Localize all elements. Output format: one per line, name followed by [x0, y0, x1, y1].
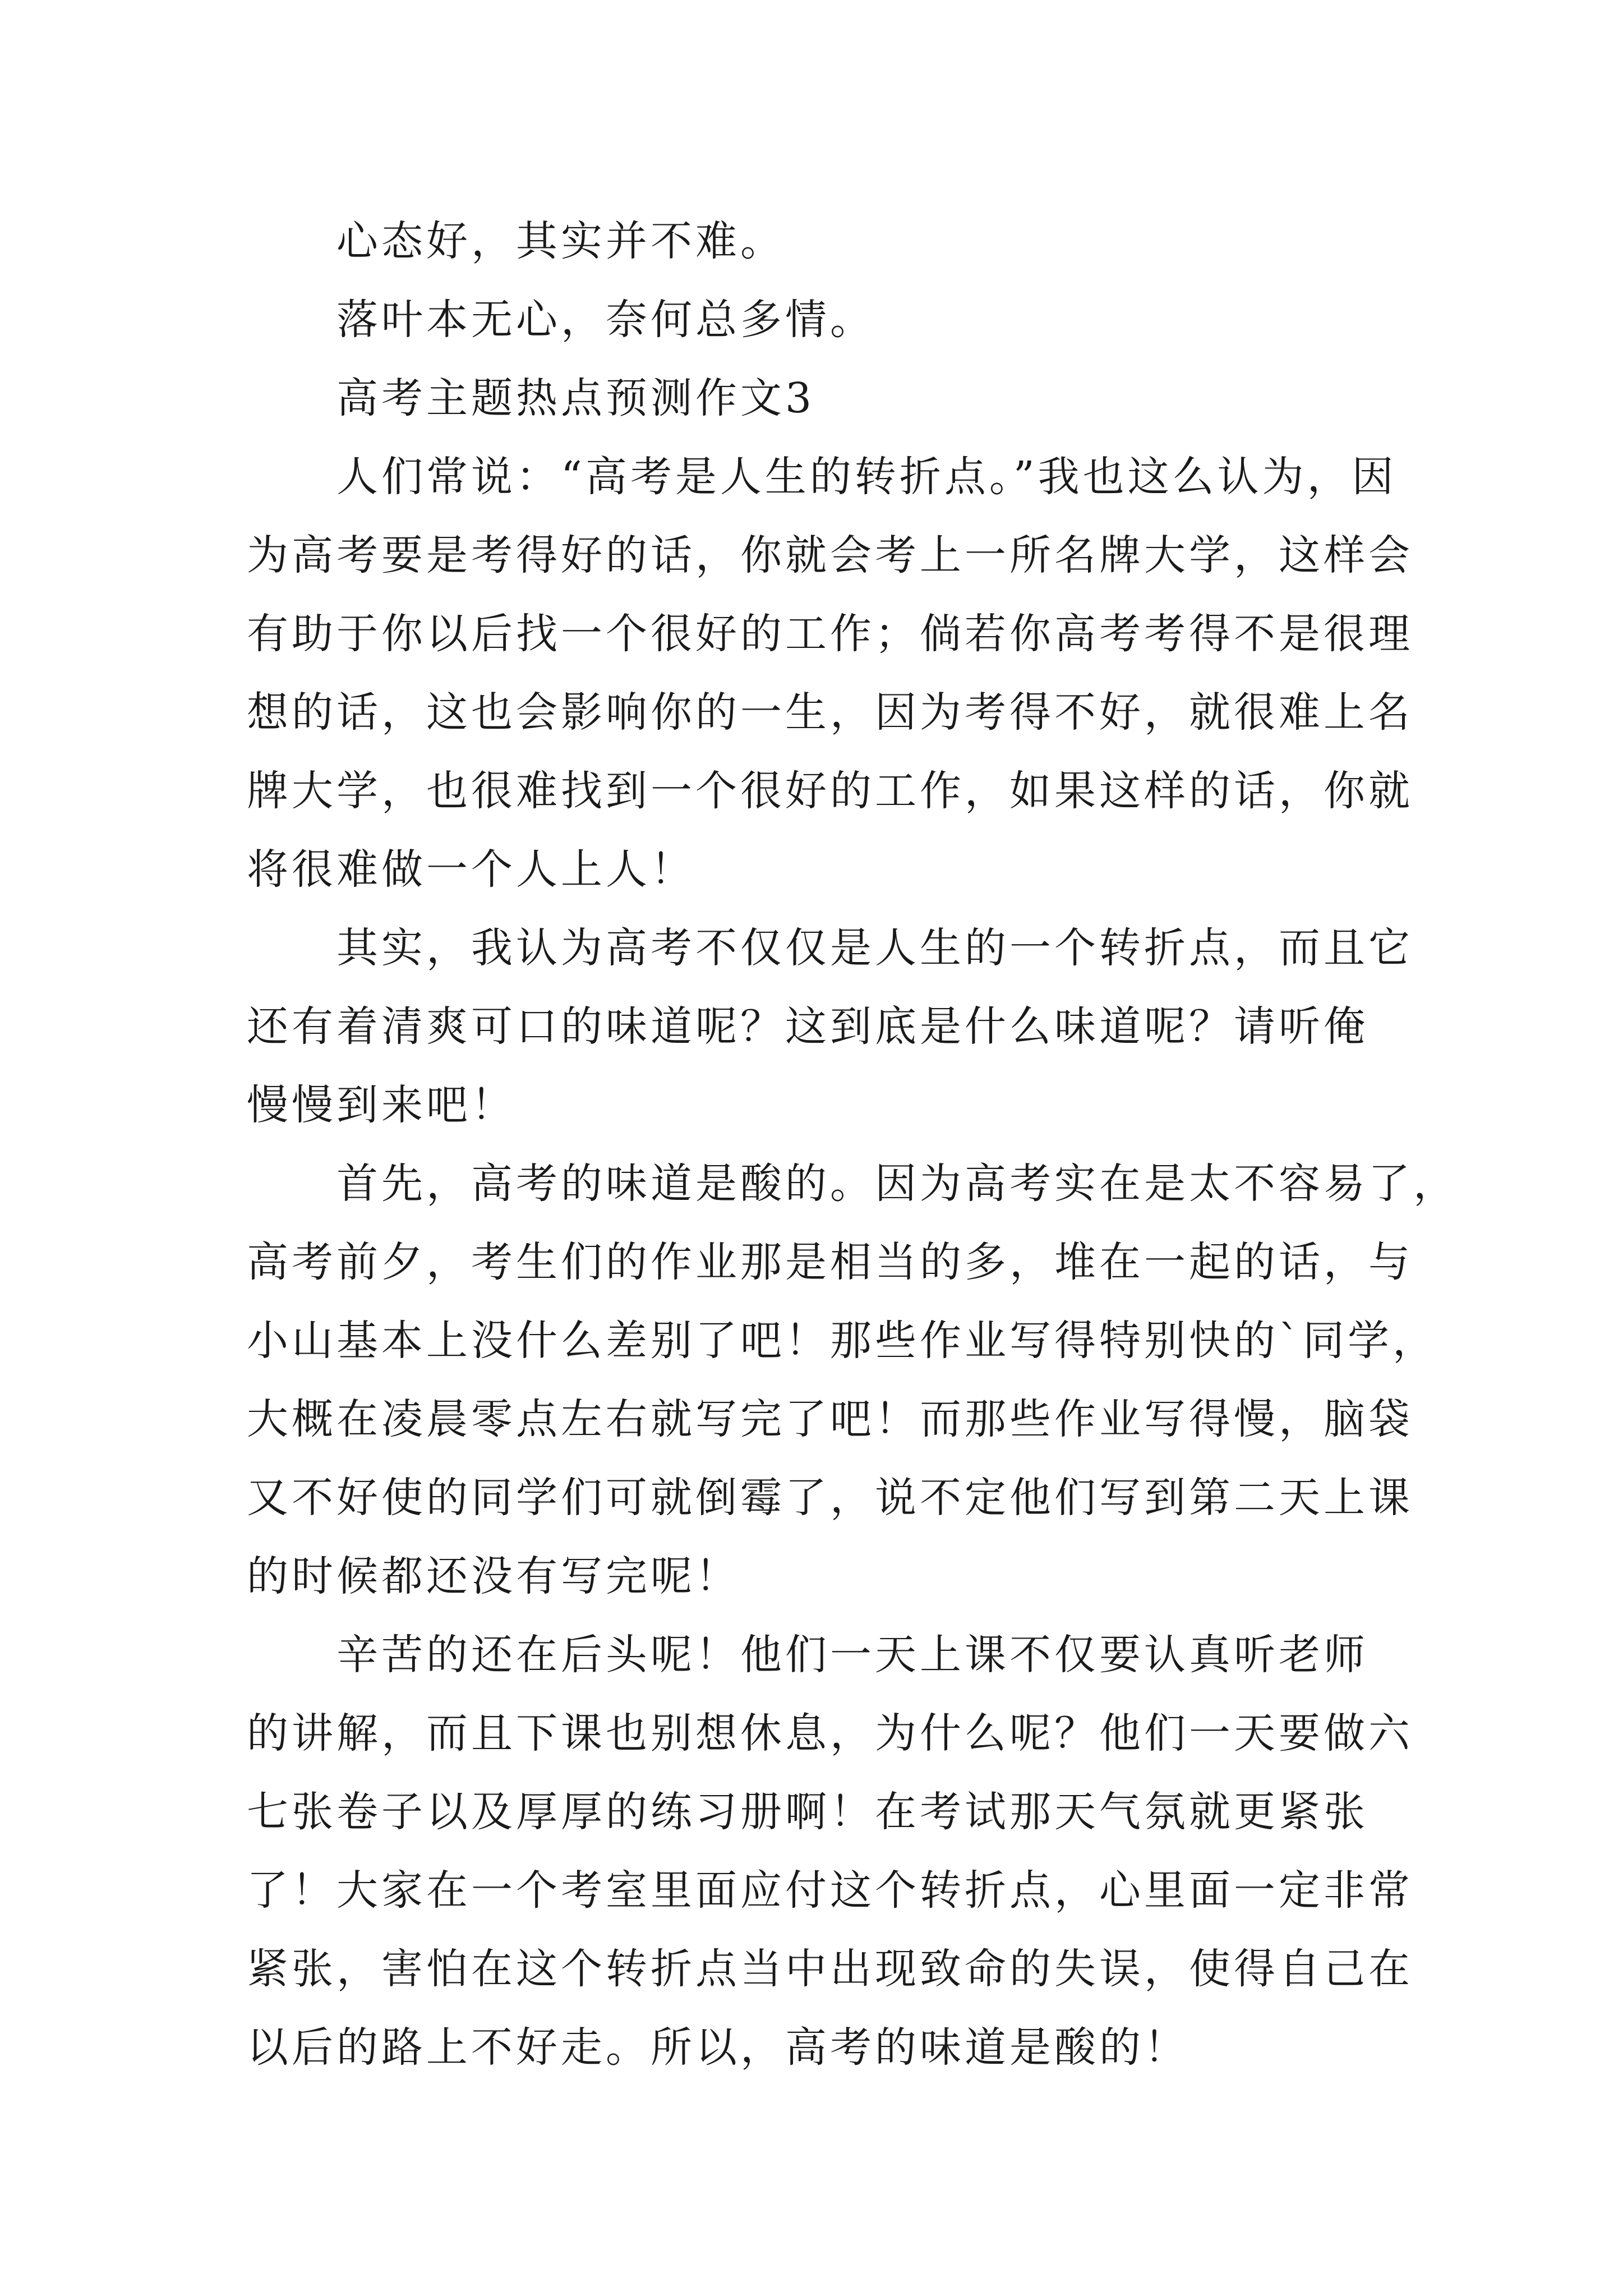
- line-6: 有助于你以后找一个很好的工作；倘若你高考考得不是很理: [247, 610, 1413, 658]
- line-9: 将很难做一个人上人！: [247, 845, 695, 894]
- line-7: 想的话，这也会影响你的一生，因为考得不好，就很难上名: [247, 688, 1413, 737]
- line-4: 人们常说：“高考是人生的转折点。”我也这么认为，因: [336, 453, 1397, 501]
- line-22: 了！大家在一个考室里面应付这个转折点，心里面一定非常: [247, 1866, 1413, 1915]
- line-19: 辛苦的还在后头呢！他们一天上课不仅要认真听老师: [336, 1631, 1368, 1679]
- line-18: 的时候都还没有写完呢！: [247, 1552, 740, 1600]
- line-16: 大概在凌晨零点左右就写完了吧！而那些作业写得慢，脑袋: [247, 1395, 1413, 1443]
- line-21: 七张卷子以及厚厚的练习册啊！在考试那天气氛就更紧张: [247, 1788, 1368, 1836]
- line-23: 紧张，害怕在这个转折点当中出现致命的失误，使得自己在: [247, 1945, 1413, 1993]
- line-24: 以后的路上不好走。所以，高考的味道是酸的！: [247, 2023, 1189, 2072]
- line-11: 还有着清爽可口的味道呢？这到底是什么味道呢？请听俺: [247, 1002, 1368, 1051]
- line-10: 其实，我认为高考不仅仅是人生的一个转折点，而且它: [336, 924, 1413, 972]
- line-17: 又不好使的同学们可就倒霉了，说不定他们写到第二天上课: [247, 1474, 1413, 1522]
- line-12: 慢慢到来吧！: [247, 1081, 516, 1129]
- line-20: 的讲解，而且下课也别想休息，为什么呢？他们一天要做六: [247, 1709, 1413, 1757]
- line-14: 高考前夕，考生们的作业那是相当的多，堆在一起的话，与: [247, 1238, 1413, 1286]
- line-13: 首先，高考的味道是酸的。因为高考实在是太不容易了，: [336, 1159, 1458, 1208]
- line-15: 小山基本上没什么差别了吧！那些作业写得特别快的`同学，: [247, 1317, 1437, 1365]
- line-1: 心态好，其实并不难。: [336, 217, 785, 265]
- line-2: 落叶本无心，奈何总多情。: [336, 296, 875, 344]
- line-8: 牌大学，也很难找到一个很好的工作，如果这样的话，你就: [247, 767, 1413, 815]
- line-5: 为高考要是考得好的话，你就会考上一所名牌大学，这样会: [247, 531, 1413, 579]
- essay-title: 高考主题热点预测作文3: [336, 374, 815, 422]
